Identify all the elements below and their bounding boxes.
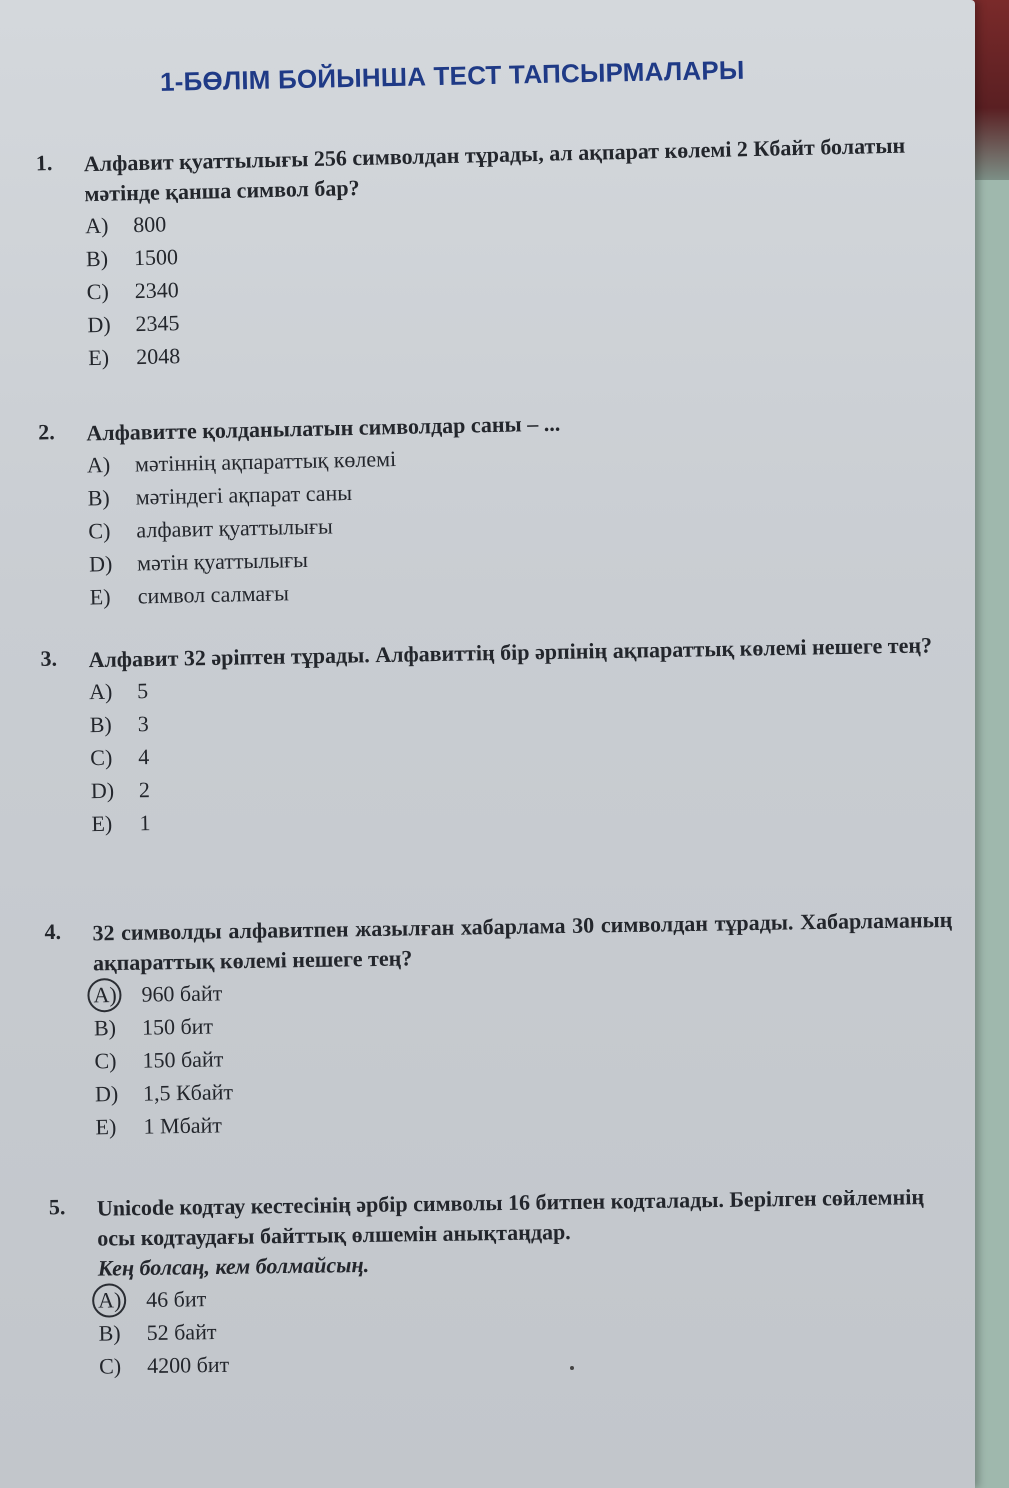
option-letter: A) <box>88 678 113 705</box>
option-letter: D) <box>94 1081 119 1107</box>
page-title: 1-БӨЛІМ БОЙЫНША ТЕСТ ТАПСЫРМАЛАРЫ <box>159 54 745 97</box>
question-stem: Алфавит 32 әріптен тұрады. Алфавиттің бір әрпінің ақпараттық көлемі нешеге тең? <box>88 632 933 673</box>
option-text: 1 <box>139 810 151 836</box>
option-text: 150 байт <box>142 1046 224 1073</box>
option-letter: B) <box>98 1320 121 1346</box>
option-text: 1 Мбайт <box>143 1112 223 1139</box>
question-number: 3. <box>40 645 58 671</box>
option-text: 1500 <box>133 244 179 271</box>
option-letter: E) <box>89 584 111 610</box>
option-letter: C) <box>90 744 113 771</box>
question-stem <box>97 1182 958 1284</box>
option-text: 3 <box>137 711 149 737</box>
option-text: 4200 бит <box>146 1351 230 1378</box>
question-stem: Алфавитте қолданылатын символдар саны – ... <box>86 410 561 446</box>
option-letter: B) <box>85 245 109 272</box>
option-letter-circled: A) <box>98 1287 146 1314</box>
option-letter: E) <box>95 1114 117 1140</box>
option-text: 2340 <box>134 277 179 304</box>
ink-dot <box>570 1366 574 1370</box>
option-text: 2048 <box>135 343 181 370</box>
option-letter: C) <box>88 518 111 544</box>
answer-options <box>98 1276 959 1387</box>
option-text: 2 <box>138 777 151 803</box>
answer-options <box>89 664 952 844</box>
option-letter: C) <box>98 1353 122 1379</box>
option-letter: B) <box>93 1015 117 1041</box>
option-letter: D) <box>87 311 111 338</box>
option-text: 150 бит <box>141 1013 214 1040</box>
option-letter-circled: A) <box>93 982 141 1009</box>
option-letter: B) <box>89 711 112 738</box>
question-number: 5. <box>48 1194 66 1220</box>
option-letter: A) <box>84 212 109 239</box>
question-number: 2. <box>38 419 56 445</box>
question-stem-text: Unicode кодтау кестесінің әрбір символы 16 битпен кодталады. Берілген сөйлемнің осы кодтаудағы байттық өлшемін анықтаңдар. <box>96 1184 925 1251</box>
option-text: 4 <box>138 744 150 770</box>
option-text: символ салмағы <box>137 580 290 609</box>
option-letter: E) <box>91 810 113 837</box>
question-number: 1. <box>35 149 53 176</box>
question-2 <box>38 401 950 619</box>
answer-options <box>93 969 955 1147</box>
option-text: 52 байт <box>146 1319 217 1345</box>
answer-options <box>87 435 950 618</box>
question-3 <box>40 630 951 845</box>
option-text: мәтіннің ақпараттық көлемі <box>134 446 397 477</box>
option-letter: C) <box>94 1048 117 1074</box>
option-letter: E) <box>87 344 110 371</box>
question-1 <box>36 130 949 380</box>
option-text: 2345 <box>135 310 180 337</box>
option-letter: C) <box>86 278 110 305</box>
option-text: мәтіндегі ақпарат саны <box>135 479 353 510</box>
question-5 <box>49 1182 960 1388</box>
option-letter: D) <box>88 551 113 577</box>
quoted-sentence: Кең болсаң, кем болмайсың. <box>97 1251 370 1281</box>
option-text: мәтін қуаттылығы <box>136 546 309 576</box>
question-stem: Алфавит қуаттылығы 256 символдан тұрады, ал ақпарат көлемі 2 Кбайт болатын мәтінде қанша символ бар? <box>83 132 906 207</box>
question-4 <box>44 905 955 1148</box>
option-letter: D) <box>90 777 115 804</box>
option-text: 800 <box>132 211 167 238</box>
option-text: 46 бит <box>145 1286 207 1312</box>
option-letter: A) <box>86 452 111 478</box>
option-letter: B) <box>87 485 110 511</box>
question-stem: 32 символды алфавитпен жазылған хабарлама 30 символдан тұрады. Хабарламаның ақпараттық көлемі нешеге тең? <box>92 906 953 976</box>
option-text: 5 <box>136 678 149 704</box>
option-text: алфавит қуаттылығы <box>136 513 333 543</box>
option-text: 960 байт <box>141 980 223 1007</box>
answer-options <box>85 194 949 378</box>
question-number: 4. <box>44 918 62 945</box>
option-text: 1,5 Кбайт <box>142 1079 234 1106</box>
